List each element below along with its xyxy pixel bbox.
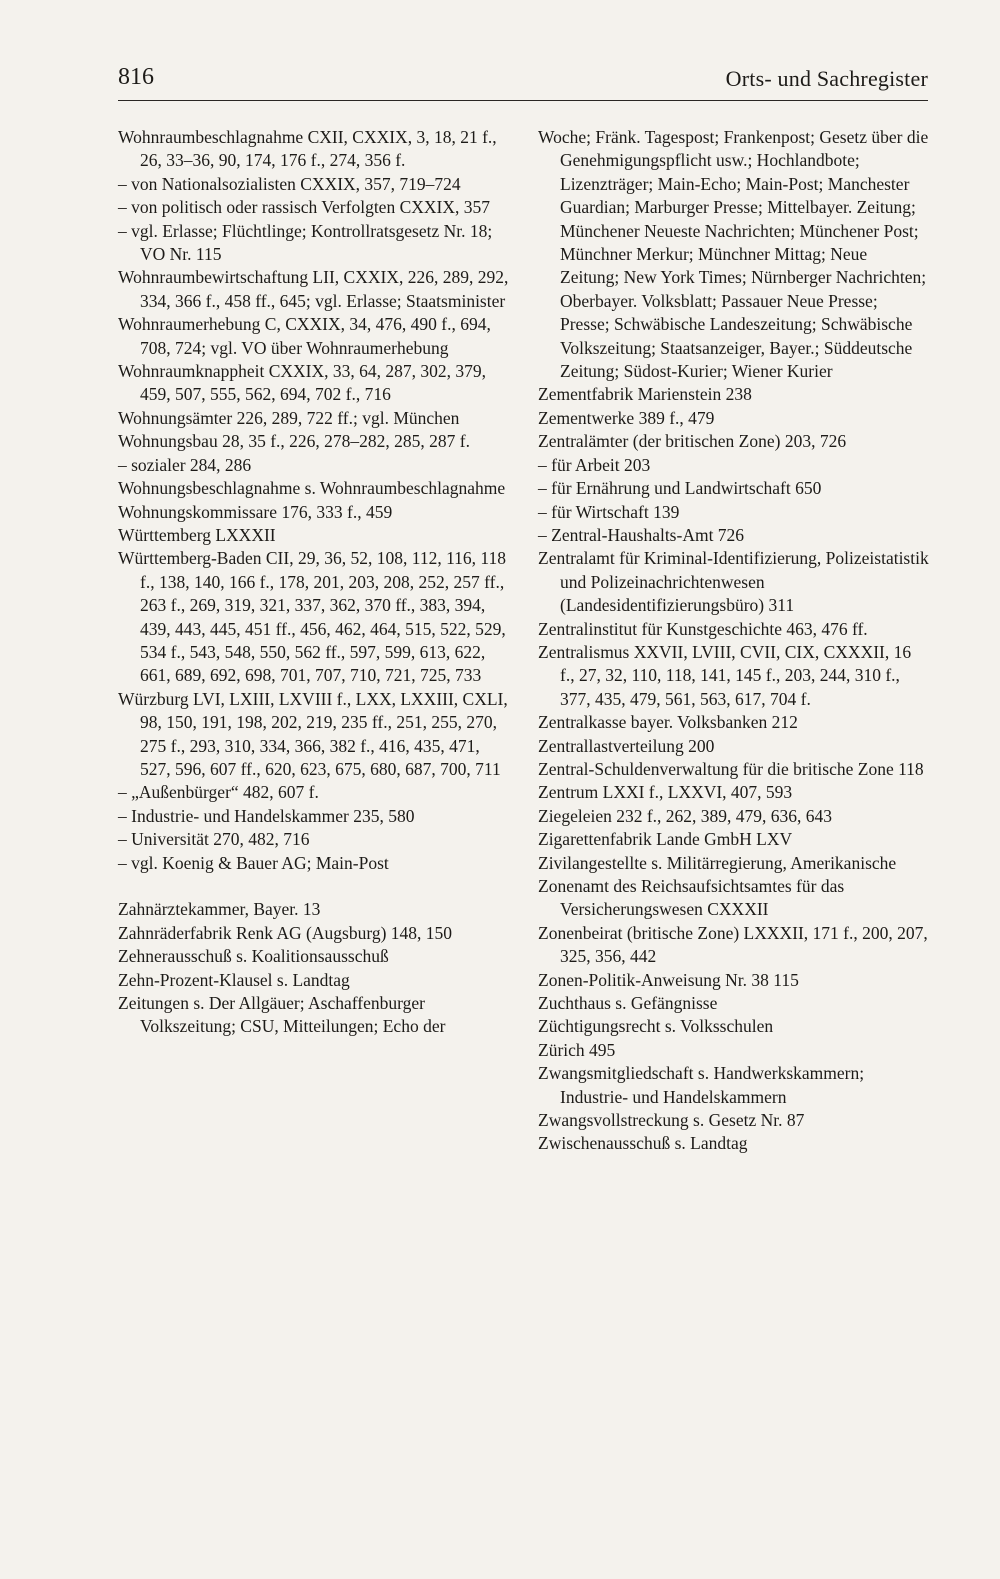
index-entry: Zentral-Schuldenverwaltung für die britische Zone 118 — [538, 758, 924, 779]
index-entry: – sozialer 284, 286 — [118, 454, 252, 475]
index-entry: Zuchthaus s. Gefängnisse — [538, 993, 718, 1014]
index-entry: Wohnraumbewirtschaftung LII, CXXIX, 226, 289, 292, 334, 366 f., 458 ff., 645; vgl. Erlasse; Staatsminister — [118, 267, 509, 311]
index-entry: Zwangsvollstreckung s. Gesetz Nr. 87 — [538, 1110, 805, 1131]
index-entry: Zigarettenfabrik Lande GmbH LXV — [538, 829, 793, 850]
index-entry: Wohnungsbeschlagnahme s. Wohnraumbeschlagnahme — [118, 478, 506, 499]
index-entry: Zürich 495 — [538, 1039, 616, 1060]
index-entry: Zonen-Politik-Anweisung Nr. 38 115 — [538, 969, 799, 990]
index-entry: – Industrie- und Handelskammer 235, 580 — [118, 805, 415, 826]
index-entry: Wohnraumerhebung C, CXXIX, 34, 476, 490 f., 694, 708, 724; vgl. VO über Wohnraumerhebung — [118, 314, 491, 358]
index-entry: Zehn-Prozent-Klausel s. Landtag — [118, 969, 350, 990]
index-entry: Zentrallastverteilung 200 — [538, 735, 715, 756]
index-entry: Zentralinstitut für Kunstgeschichte 463, 476 ff. — [538, 618, 868, 639]
index-entry: – für Ernährung und Landwirtschaft 650 — [538, 478, 822, 499]
running-head: Orts- und Sachregister — [725, 66, 928, 91]
index-entry: – Zentral-Haushalts-Amt 726 — [538, 524, 745, 545]
index-entry: Zonenbeirat (britische Zone) LXXXII, 171 f., 200, 207, 325, 356, 442 — [538, 922, 928, 967]
index-entry: – von Nationalsozialisten CXXIX, 357, 719–724 — [118, 173, 461, 194]
index-entry: Würzburg LVI, LXIII, LXVIII f., LXX, LXXIII, CXLI, 98, 150, 191, 198, 202, 219, 235 ff., 251, 255, 270, 275 f., 293, 310, 334, 366, 382 f., 416, 435, 471, 527, 596, 607 ff., 620, 623, 675, 680, 687, 700, 711 — [118, 688, 508, 779]
index-entry: Woche; Fränk. Tagespost; Frankenpost; Gesetz über die Genehmigungspflicht usw.; Hochlandbote; Lizenzträger; Main-Echo; Main-Post; Manchester Guardian; Marburger Presse; Mittelbayer. Zeitung; Münchener Neueste Nachrichten; Münchener Post; Münchner Merkur; Münchner Mittag; Neue Zeitung; New York Times; Nürnberger Nachrichten; Oberbayer. Volksblatt; Passauer Neue Presse; Presse; Schwäbische Landeszeitung; Schwäbische Volkszeitung; Staatsanzeiger, Bayer.; Süddeutsche Zeitung; Südost-Kurier; Wiener Kurier — [538, 127, 929, 382]
index-entry: Württemberg-Baden CII, 29, 36, 52, 108, 112, 116, 118 f., 138, 140, 166 f., 178, 201, 203, 208, 252, 257 ff., 263 f., 269, 319, 321, 337, 362, 370 ff., 383, 394, 439, 443, 445, 451 ff., 456, 462, 464, 515, 522, 529, 534 f., 543, 548, 550, 562 ff., 597, 599, 613, 622, 661, 689, 692, 698, 701, 707, 710, 721, 725, 733 — [118, 548, 507, 686]
index-entry: Züchtigungsrecht s. Volksschulen — [538, 1016, 774, 1037]
index-entry: Zonenamt des Reichsaufsichtsamtes für das Versicherungswesen CXXXII — [538, 876, 845, 920]
index-entry: Zentralismus XXVII, LVIII, CVII, CIX, CXXXII, 16 f., 27, 32, 110, 118, 141, 145 f., 203, 244, 310 f., 377, 435, 479, 561, 563, 617, 704 f. — [538, 641, 912, 709]
index-entry: Zementfabrik Marienstein 238 — [538, 384, 752, 405]
index-entry: Zentralkasse bayer. Volksbanken 212 — [538, 712, 798, 733]
index-entry: Wohnungsämter 226, 289, 722 ff.; vgl. München — [118, 407, 460, 428]
index-entry: Zementwerke 389 f., 479 — [538, 407, 715, 428]
page-header — [118, 64, 928, 101]
index-entry: Zwischenausschuß s. Landtag — [538, 1133, 748, 1154]
index-entry: Wohnraumknappheit CXXIX, 33, 64, 287, 302, 379, 459, 507, 555, 562, 694, 702 f., 716 — [118, 361, 486, 405]
index-entry: Württemberg LXXXII — [118, 524, 276, 545]
index-entry: Wohnungskommissare 176, 333 f., 459 — [118, 501, 393, 522]
index-entry: – vgl. Erlasse; Flüchtlinge; Kontrollratsgesetz Nr. 18; VO Nr. 115 — [118, 220, 493, 265]
index-entry: Zeitungen s. Der Allgäuer; Aschaffenburger Volkszeitung; CSU, Mitteilungen; Echo der — [118, 993, 446, 1037]
index-entry: Ziegeleien 232 f., 262, 389, 479, 636, 643 — [538, 805, 833, 826]
left-index-column — [118, 126, 510, 1039]
index-entry: – von politisch oder rassisch Verfolgten CXXIX, 357 — [118, 197, 490, 218]
index-entry: Zehnerausschuß s. Koalitionsausschuß — [118, 946, 389, 967]
index-entry: Zahnärztekammer, Bayer. 13 — [118, 899, 321, 920]
index-entry: – für Wirtschaft 139 — [538, 501, 680, 522]
index-entry: Wohnungsbau 28, 35 f., 226, 278–282, 285, 287 f. — [118, 431, 470, 452]
index-entry: Zahnräderfabrik Renk AG (Augsburg) 148, 150 — [118, 922, 453, 943]
index-entry: Zentralamt für Kriminal-Identifizierung, Polizeistatistik und Polizeinachrichtenwesen (Landesidentifizierungsbüro) 311 — [538, 548, 929, 616]
index-entry: – vgl. Koenig & Bauer AG; Main-Post — [118, 852, 389, 873]
page-number: 816 — [118, 64, 154, 90]
index-entry: Zwangsmitgliedschaft s. Handwerkskammern; Industrie- und Handelskammern — [538, 1063, 865, 1107]
index-entry: – Universität 270, 482, 716 — [118, 829, 310, 850]
right-index-column — [538, 126, 930, 1156]
section-gap — [118, 875, 510, 898]
index-entry: – für Arbeit 203 — [538, 454, 651, 475]
index-entry: Zentrum LXXI f., LXXVI, 407, 593 — [538, 782, 793, 803]
index-entry: Zivilangestellte s. Militärregierung, Amerikanische — [538, 852, 897, 873]
index-entry: Wohnraumbeschlagnahme CXII, CXXIX, 3, 18, 21 f., 26, 33–36, 90, 174, 176 f., 274, 356 f. — [118, 127, 497, 171]
index-entry: – „Außenbürger“ 482, 607 f. — [118, 782, 319, 803]
index-entry: Zentralämter (der britischen Zone) 203, 726 — [538, 431, 847, 452]
